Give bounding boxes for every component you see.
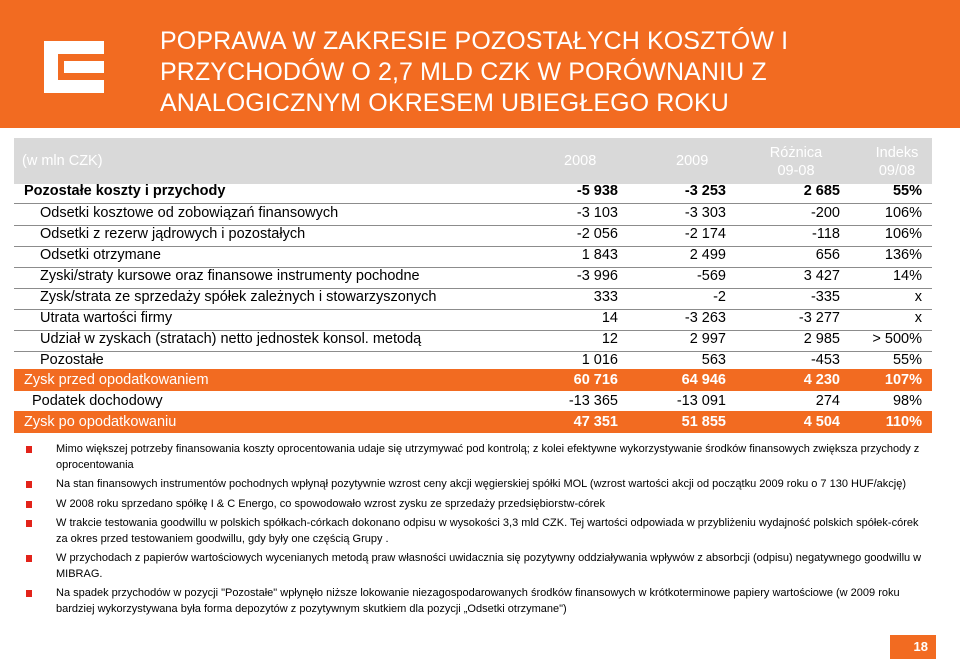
row-label: Zysk/strata ze sprzedaży spółek zależnych i stowarzyszonych	[40, 289, 437, 305]
column-header-diff: Różnica	[769, 145, 823, 161]
table-row	[14, 289, 932, 310]
row-label: Utrata wartości firmy	[40, 310, 173, 326]
table-row	[14, 247, 932, 268]
bullet-icon	[26, 590, 32, 597]
bullet-icon	[26, 501, 32, 508]
value-2008: -5 938	[576, 183, 618, 199]
value-2009: 2 997	[689, 331, 726, 347]
table-row	[14, 226, 932, 247]
value-diff: 274	[815, 393, 840, 409]
note-item	[22, 516, 930, 547]
unit-label: (w mln CZK)	[22, 153, 103, 169]
company-logo-icon	[44, 41, 104, 93]
row-label: Odsetki otrzymane	[40, 247, 161, 263]
bullet-icon	[26, 446, 32, 453]
table-row	[14, 205, 932, 226]
value-2009: -2	[713, 289, 726, 305]
value-index: 106%	[884, 226, 922, 242]
column-header-index: Indeks	[875, 145, 919, 161]
value-2008: 12	[601, 331, 618, 347]
row-label: Podatek dochodowy	[32, 393, 163, 409]
value-index: x	[914, 289, 922, 305]
value-2008: -3 996	[576, 268, 618, 284]
row-label: Zysk po opodatkowaniu	[24, 414, 177, 430]
table-row	[14, 268, 932, 289]
value-2008: -3 103	[576, 205, 618, 221]
value-index: 106%	[884, 205, 922, 221]
note-text: W trakcie testowania goodwillu w polskich spółkach-córkach dokonano odpisu w wysokości 3,3 mld CZK. Tej wartości odpowiada w przybliżeniu wydajność polskich spółek-córek za okres przed testowaniem goodwillu, gdy były one częścią Grupy .	[56, 517, 919, 545]
value-2009: -569	[696, 268, 726, 284]
note-text: Na stan finansowych instrumentów pochodnych wpłynął pozytywnie wzrost ceny akcji węgierskiej spółki MOL (wzrost wartości akcji od początku 2009 roku o 7 130 HUF/akcję)	[56, 478, 907, 490]
table-row	[14, 183, 932, 204]
value-index: 107%	[884, 372, 922, 388]
value-2009: -3 253	[684, 183, 726, 199]
table-row-total	[14, 369, 932, 391]
note-text: Mimo większej potrzeby finansowania koszty oprocentowania udaje się utrzymywać pod kontrolą; z kolei efektywne wykorzystywanie środków finansowych zwiększa przychody z oprocentowania	[56, 443, 920, 471]
row-label: Odsetki kosztowe od zobowiązań finansowych	[40, 205, 339, 221]
value-diff: 2 985	[803, 331, 840, 347]
column-header-index-sub: 09/08	[878, 163, 916, 179]
value-index: > 500%	[872, 331, 922, 347]
value-index: 110%	[885, 414, 922, 430]
title-line: POPRAWA W ZAKRESIE POZOSTAŁYCH KOSZTÓW I	[160, 27, 789, 55]
note-item	[22, 442, 930, 473]
value-2009: 563	[701, 352, 726, 368]
slide-header	[0, 0, 960, 128]
value-2009: 2 499	[689, 247, 726, 263]
value-index: 55%	[892, 352, 922, 368]
row-label: Udział w zyskach (stratach) netto jednostek konsol. metodą	[40, 331, 422, 347]
value-2008: 47 351	[573, 414, 618, 430]
value-index: x	[914, 310, 922, 326]
table-row	[14, 310, 932, 331]
value-2008: 1 016	[581, 352, 618, 368]
note-item	[22, 586, 930, 617]
value-diff: -200	[810, 205, 840, 221]
row-label: Pozostałe	[40, 352, 104, 368]
value-diff: -3 277	[798, 310, 840, 326]
note-item	[22, 497, 930, 513]
value-2008: 60 716	[573, 372, 618, 388]
bullet-icon	[26, 555, 32, 562]
bullet-icon	[26, 520, 32, 527]
value-2009: -3 303	[684, 205, 726, 221]
slide-title	[160, 26, 940, 119]
row-label: Odsetki z rezerw jądrowych i pozostałych	[40, 226, 306, 242]
note-item	[22, 477, 930, 493]
value-index: 55%	[892, 183, 922, 199]
value-diff: -118	[812, 226, 840, 242]
value-2008: 14	[601, 310, 618, 326]
value-diff: -453	[810, 352, 840, 368]
table-row-total	[14, 411, 932, 433]
value-2008: -13 365	[568, 393, 618, 409]
value-diff: 4 230	[803, 372, 840, 388]
value-2009: 51 855	[681, 414, 726, 430]
value-diff: 2 685	[803, 183, 840, 199]
note-text: W 2008 roku sprzedano spółkę I & C Energo, co spowodowało wzrost zysku ze sprzedaży przedsiębiorstw-córek	[56, 497, 606, 510]
title-line: ANALOGICZNYM OKRESEM UBIEGŁEGO ROKU	[160, 89, 729, 117]
row-label: Zysk przed opodatkowaniem	[24, 372, 209, 388]
value-diff: -335	[810, 289, 840, 305]
value-index: 14%	[892, 268, 922, 284]
value-2008: -2 056	[576, 226, 618, 242]
bullet-icon	[26, 481, 32, 488]
page-number: 18	[890, 635, 936, 659]
row-label: Pozostałe koszty i przychody	[24, 183, 226, 199]
value-diff: 656	[815, 247, 840, 263]
value-diff: 3 427	[803, 268, 840, 284]
row-label: Zyski/straty kursowe oraz finansowe instrumenty pochodne	[40, 268, 420, 284]
value-2008: 1 843	[581, 247, 618, 263]
note-text: W przychodach z papierów wartościowych wycenianych metodą praw własności uwidacznia się pozytywny oddziaływania wpływów z absorbcji (odpisu) negatywnego goodwillu w MIBRAG.	[56, 552, 922, 580]
table-row	[14, 331, 932, 352]
note-item	[22, 551, 930, 582]
note-text: Na spadek przychodów w pozycji "Pozostałe" wpłynęło niższe lokowanie niezagospodarowanych środków finansowych w krótkoterminowe papiery wartościowe (w 2009 roku bardziej wykorzystywana była forma depozytów z pozytywnym skutkiem dla pozycji „Odsetki otrzymane")	[56, 587, 900, 615]
column-header-2009: 2009	[676, 153, 709, 169]
notes-list	[22, 442, 930, 621]
value-index: 98%	[892, 393, 922, 409]
value-index: 136%	[884, 247, 922, 263]
value-2009: -13 091	[676, 393, 726, 409]
value-2009: 64 946	[681, 372, 726, 388]
value-diff: 4 504	[803, 414, 840, 430]
title-line: PRZYCHODÓW O 2,7 MLD CZK W PORÓWNANIU Z	[160, 58, 767, 86]
column-header-2008: 2008	[564, 153, 597, 169]
value-2008: 333	[593, 289, 618, 305]
value-2009: -3 263	[684, 310, 726, 326]
table-row	[14, 391, 932, 411]
column-header-diff-sub: 09-08	[777, 163, 815, 179]
value-2009: -2 174	[684, 226, 726, 242]
